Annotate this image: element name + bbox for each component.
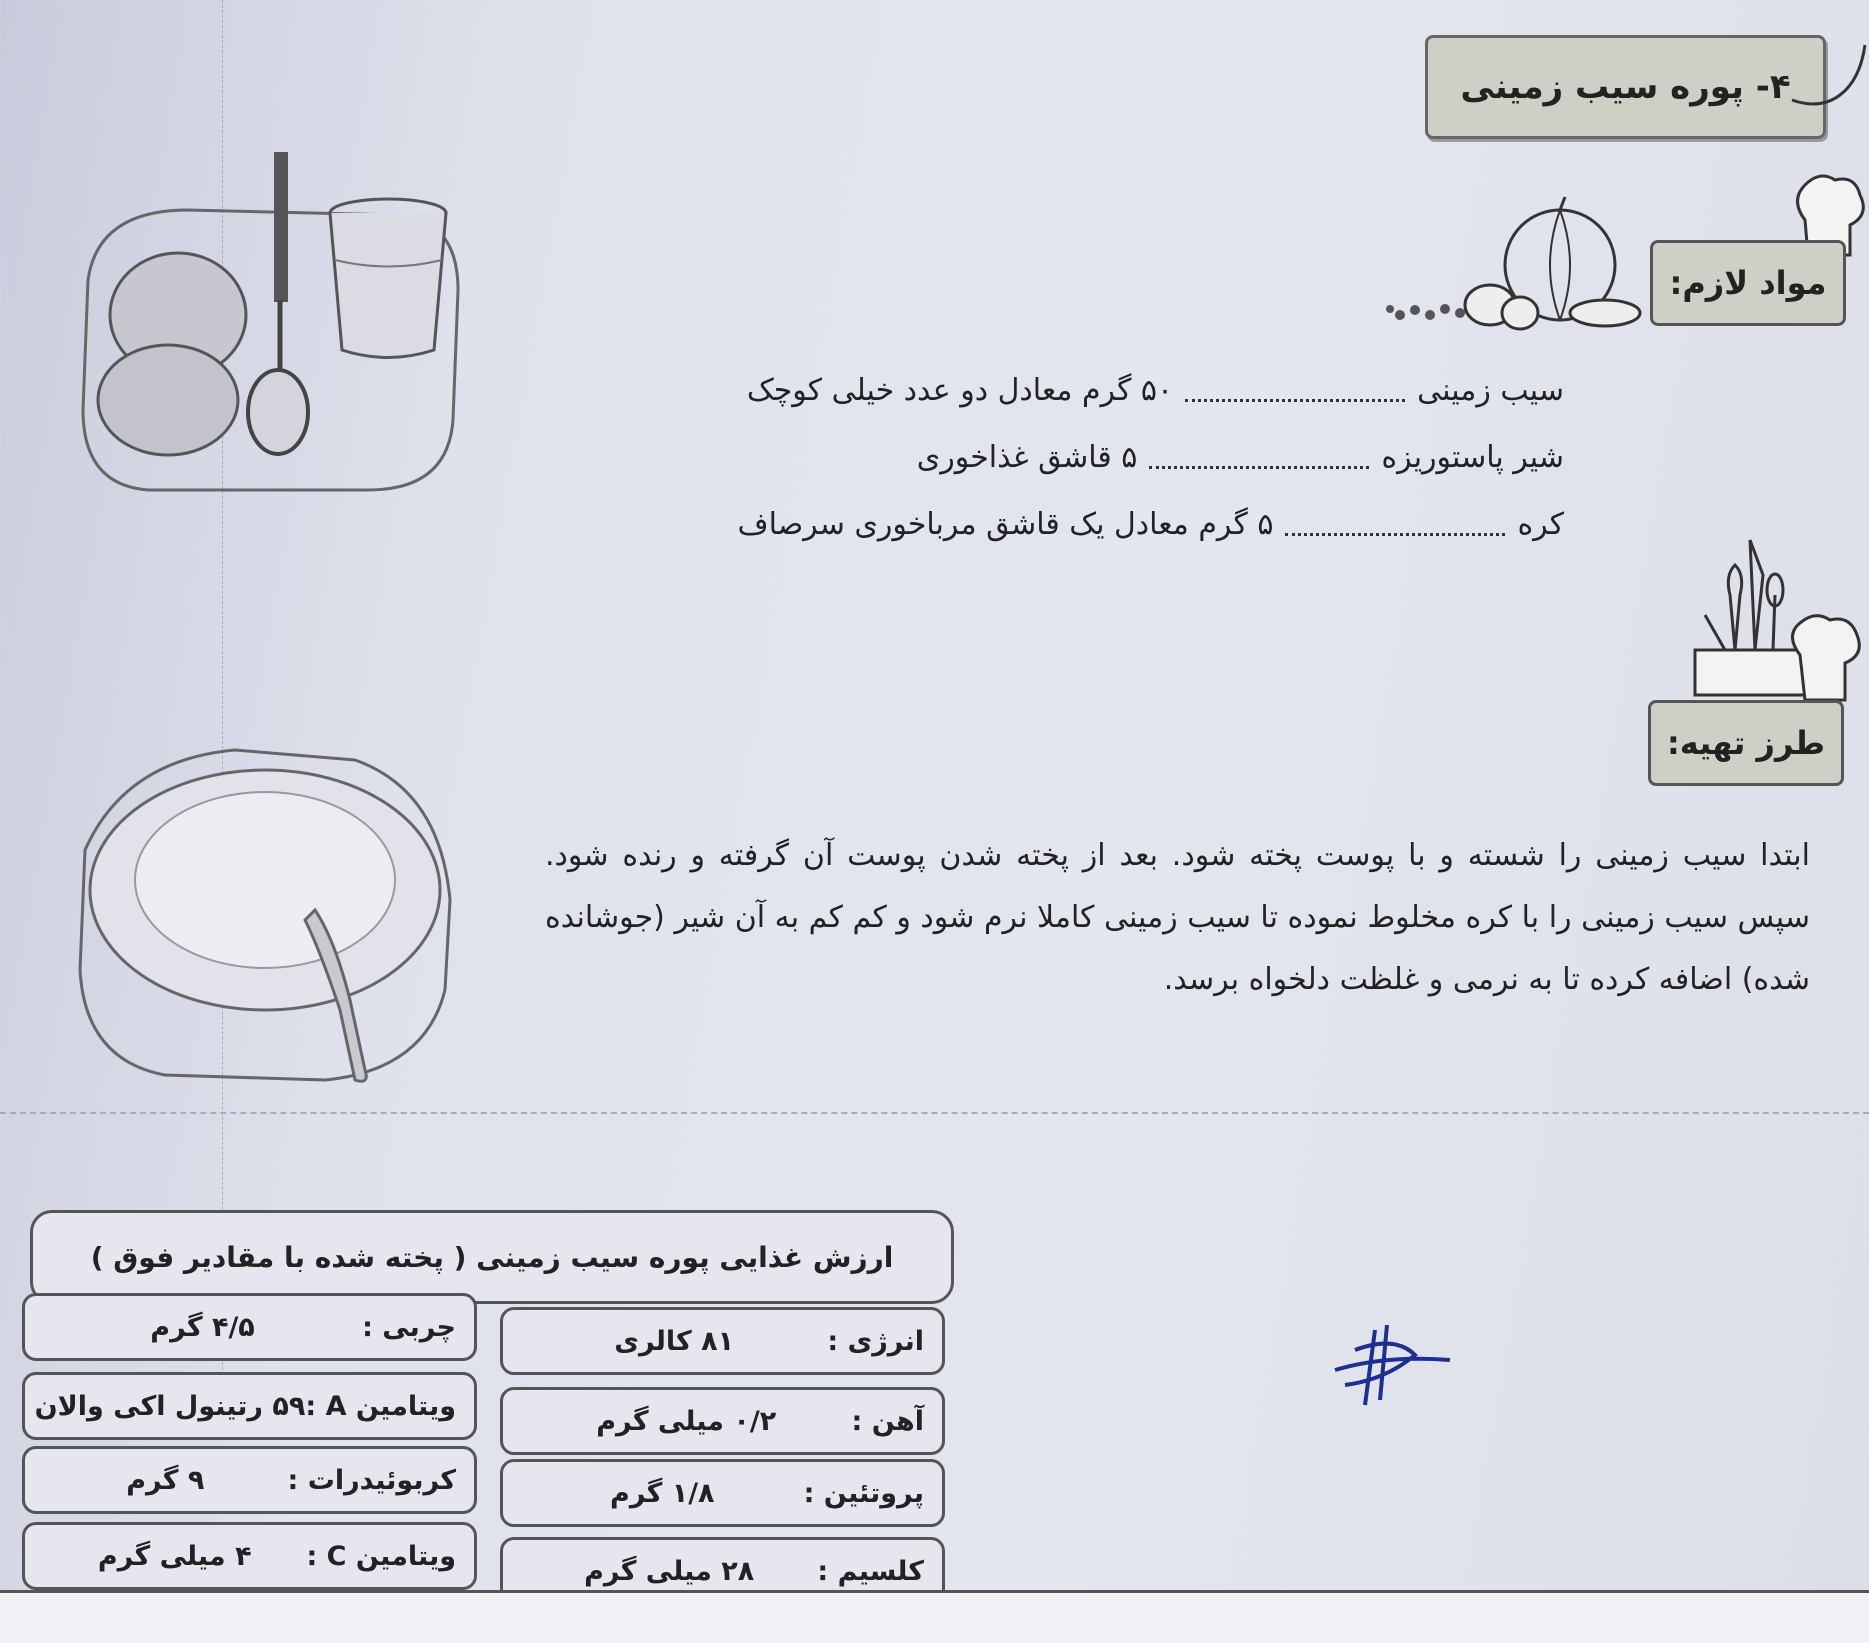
- dotted-leader: [1149, 466, 1369, 469]
- nutrition-cell-carbohydrate: کربوئیدرات : ۹ گرم: [22, 1446, 477, 1514]
- nutrition-cell-energy: انرژی : ۸۱ کالری: [500, 1307, 945, 1375]
- dotted-leader: [1185, 399, 1405, 402]
- swirl-decoration-icon: [1790, 40, 1869, 120]
- puree-plate-icon: [65, 740, 465, 1090]
- ingredient-amount: ۵ گرم معادل یک قاشق مرباخوری سرصاف: [737, 506, 1274, 542]
- guide-line-horizontal: [0, 1112, 1869, 1114]
- ingredient-amount: ۵۰ گرم معادل دو عدد خیلی کوچک: [746, 372, 1174, 408]
- ingredient-row: [514, 427, 1564, 487]
- nutrition-cell-protein: پروتئین : ۱/۸ گرم: [500, 1459, 945, 1527]
- page-bottom-edge: [0, 1590, 1869, 1643]
- nutrition-cell-vitamin-c: ویتامین C : ۴ میلی گرم: [22, 1522, 477, 1590]
- ingredient-row: [514, 494, 1564, 554]
- spoon-icon: [240, 150, 320, 460]
- ingredient-name: شیر پاستوریزه: [1381, 439, 1564, 475]
- method-text: ابتدا سیب زمینی را شسته و با پوست پخته شود. بعد از پخته شدن پوست آن گرفته و رنده شود. سپس سیب زمینی را با کره مخلوط نموده تا سیب زمینی کاملا نرم شود و کم کم به آن شیر (جوشانده شده) اضافه کرده تا به نرمی و غلظت دلخواه برسد.: [545, 838, 1810, 997]
- nutrition-cell-vitamin-a: ویتامین A : ۵۹ رتینول اکی والان: [22, 1372, 477, 1440]
- milk-glass-icon: [320, 195, 460, 365]
- vegetables-icon: [1370, 195, 1660, 335]
- nutrition-cell-fat: چربی : ۴/۵ گرم: [22, 1293, 477, 1361]
- recipe-title: [1425, 35, 1826, 139]
- ingredient-name: سیب زمینی: [1417, 372, 1564, 408]
- nutrition-cell-iron: آهن : ۰/۲ میلی گرم: [500, 1387, 945, 1455]
- signature-icon: [1325, 1310, 1455, 1410]
- nutrition-cell-calcium: کلسیم : ۲۸ میلی گرم: [500, 1537, 945, 1605]
- method-label: طرز تهیه:: [1648, 700, 1844, 786]
- dotted-leader: [1285, 533, 1505, 536]
- ingredient-row: [514, 360, 1564, 420]
- ingredient-amount: ۵ قاشق غذاخوری: [916, 439, 1138, 475]
- nutrition-title: ارزش غذایی پوره سیب زمینی ( پخته شده با مقادیر فوق ): [30, 1210, 954, 1304]
- recipe-title-text: ۴- پوره سیب زمینی: [1460, 67, 1791, 107]
- ingredient-name: کره: [1517, 506, 1564, 542]
- utensils-icon: [1675, 535, 1865, 710]
- ingredients-label: مواد لازم:: [1650, 240, 1846, 326]
